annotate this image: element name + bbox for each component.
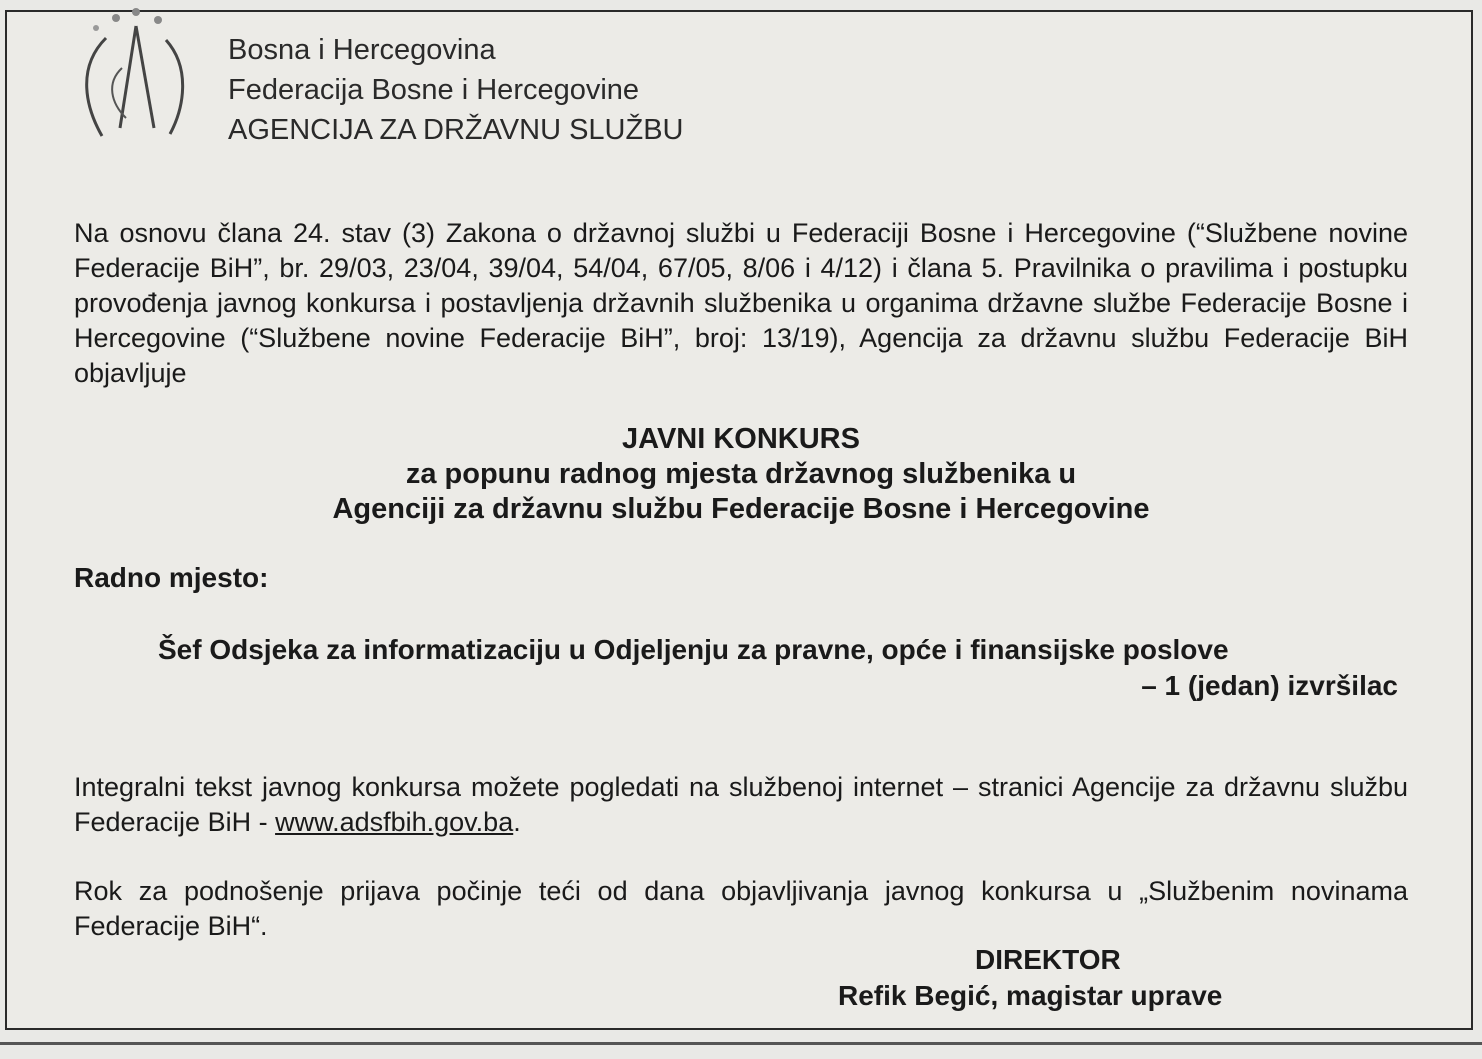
agency-logo-icon xyxy=(66,8,206,148)
position-name: Šef Odsjeka za informatizaciju u Odjeljenju za pravne, opće i finansijske poslove xyxy=(158,634,1229,665)
integral-text-paragraph xyxy=(74,770,1408,840)
website-link[interactable]: www.adsfbih.gov.ba xyxy=(275,807,514,837)
deadline-paragraph: Rok za podnošenje prijava počinje teći od dana objavljivanja javnog konkursa u „Službenim novinama Federacije BiH“. xyxy=(74,876,1408,941)
position-count: – 1 (jedan) izvršilac xyxy=(1141,670,1398,701)
header xyxy=(228,30,684,150)
position-label: Radno mjesto: xyxy=(74,562,269,593)
position-description xyxy=(158,632,1398,704)
header-country: Bosna i Hercegovina xyxy=(228,34,496,66)
integral-end: . xyxy=(513,807,521,837)
title-sub1: za popunu radnog mjesta državnog službenika u xyxy=(405,458,1077,490)
bottom-divider xyxy=(0,1042,1482,1045)
header-agency: AGENCIJA ZA DRŽAVNU SLUŽBU xyxy=(228,114,684,146)
title-main: JAVNI KONKURS xyxy=(622,423,860,455)
title-sub2: Agenciji za državnu službu Federacije Bosne i Hercegovine xyxy=(332,493,1150,525)
intro-paragraph: Na osnovu člana 24. stav (3) Zakona o državnoj službi u Federaciji Bosne i Hercegovine (“Službene novine Federacije BiH”, br. 29/03, 23/04, 39/04, 54/04, 67/05, 8/06 i 4/12) i člana 5. Pravilnika o pravilima i postupku provođenja javnog konkursa i postavljenja državnih službenika u organima državne službe Federacije Bosne i Hercegovine (“Službene novine Federacije BiH”, broj: 13/19), Agencija za državnu službu Federacije BiH objavljuje xyxy=(74,218,1408,388)
integral-text: Integralni tekst javnog konkursa možete pogledati na službenoj internet – stranici Agencije za državnu službu Federacije BiH - xyxy=(74,772,1408,837)
notice-title xyxy=(0,422,1482,527)
header-federation: Federacija Bosne i Hercegovine xyxy=(228,74,640,106)
signature-name: Refik Begić, magistar uprave xyxy=(838,980,1223,1011)
signature-title: DIREKTOR xyxy=(975,944,1121,975)
